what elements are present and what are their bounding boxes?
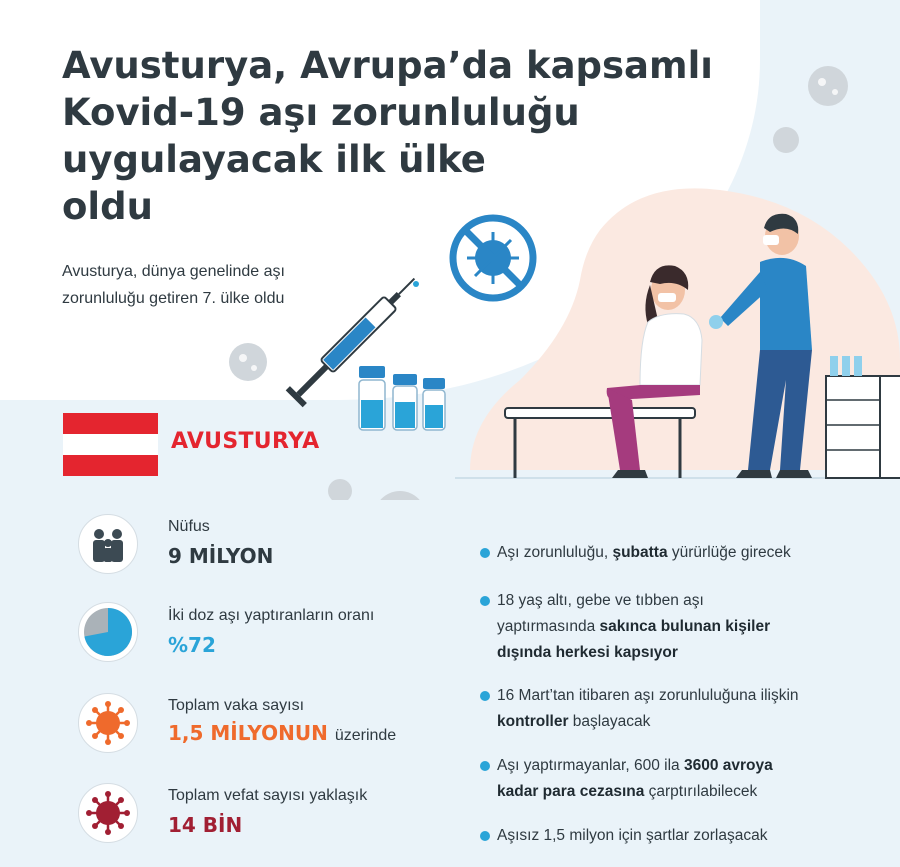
- subtitle: [62, 258, 382, 312]
- bullet-dot: [480, 548, 490, 558]
- bullet-dot: [480, 691, 490, 701]
- headline-line: oldu: [62, 185, 153, 228]
- stat-value: 1,5 MİLYONUN: [168, 721, 328, 745]
- bullet-line: [497, 640, 877, 666]
- stat-label: Toplam vaka sayısı: [168, 697, 305, 714]
- headline-line: Avusturya, Avrupa’da kapsamlı: [62, 44, 713, 87]
- bullet-line: [497, 540, 877, 566]
- stat-label: Toplam vefat sayısı yaklaşık: [168, 787, 368, 804]
- bullet-emphasis: kadar para cezasına: [497, 783, 645, 800]
- bullet-line: [497, 823, 877, 849]
- bullet-line: [497, 588, 877, 614]
- bullet-line: [497, 614, 877, 640]
- bullet-segment: 18 yaş altı, gebe ve tıbben aşı: [497, 592, 704, 609]
- bullet-text: [497, 683, 877, 735]
- subtitle-line: Avusturya, dünya genelinde aşı: [62, 263, 285, 280]
- stat-value-row: [168, 721, 396, 745]
- bullet-segment: çarptırılabilecek: [644, 783, 758, 800]
- headline-line: Kovid-19 aşı zorunluluğu: [62, 91, 580, 134]
- virus-orange-icon: [78, 693, 138, 753]
- bullet-emphasis: dışında herkesi kapsıyor: [497, 644, 678, 661]
- bullet-segment: Aşı zorunluluğu,: [497, 544, 613, 561]
- bullet-segment: başlayacak: [568, 713, 651, 730]
- bullet-segment: 16 Mart’tan itibaren aşı zorunluluğuna ilişkin: [497, 687, 799, 704]
- bullet-emphasis: şubatta: [612, 544, 668, 561]
- bullet-line: [497, 709, 877, 735]
- virus-red-icon: [78, 783, 138, 843]
- bullet-segment: Aşısız 1,5 milyon için şartlar zorlaşacak: [497, 827, 768, 844]
- subtitle-line: zorunluluğu getiren 7. ülke oldu: [62, 290, 285, 307]
- bullet-text: [497, 540, 877, 566]
- stat-label: İki doz aşı yaptıranların oranı: [168, 607, 375, 624]
- bullet-emphasis: 3600 avroya: [683, 757, 773, 774]
- bullet-emphasis: kontroller: [497, 713, 569, 730]
- headline: [62, 42, 762, 230]
- bullet-dot: [480, 831, 490, 841]
- bullet-segment: Aşı yaptırmayanlar, 600 ila: [497, 757, 684, 774]
- bullet-emphasis: sakınca bulunan kişiler: [599, 618, 771, 635]
- headline-line: uygulayacak ilk ülke: [62, 138, 486, 181]
- bullet-text: [497, 753, 877, 805]
- country-name: AVUSTURYA: [171, 429, 320, 454]
- bullet-segment: yürürlüğe girecek: [667, 544, 791, 561]
- stat-value: %72: [168, 633, 216, 657]
- bullet-dot: [480, 596, 490, 606]
- stat-suffix: üzerinde: [334, 727, 397, 744]
- stat-value: 14 BİN: [168, 813, 243, 837]
- bullet-segment: yaptırmasında: [497, 618, 600, 635]
- stat-value: 9 MİLYON: [168, 544, 274, 568]
- bullet-dot: [480, 761, 490, 771]
- bullet-line: [497, 753, 877, 779]
- bullet-text: [497, 823, 877, 849]
- stat-label: Nüfus: [168, 518, 210, 535]
- bullet-line: [497, 683, 877, 709]
- bullet-line: [497, 779, 877, 805]
- austria-flag-icon: [63, 413, 158, 476]
- pie-chart-icon: [78, 602, 138, 662]
- bullet-text: [497, 588, 877, 666]
- family-icon: [78, 514, 138, 574]
